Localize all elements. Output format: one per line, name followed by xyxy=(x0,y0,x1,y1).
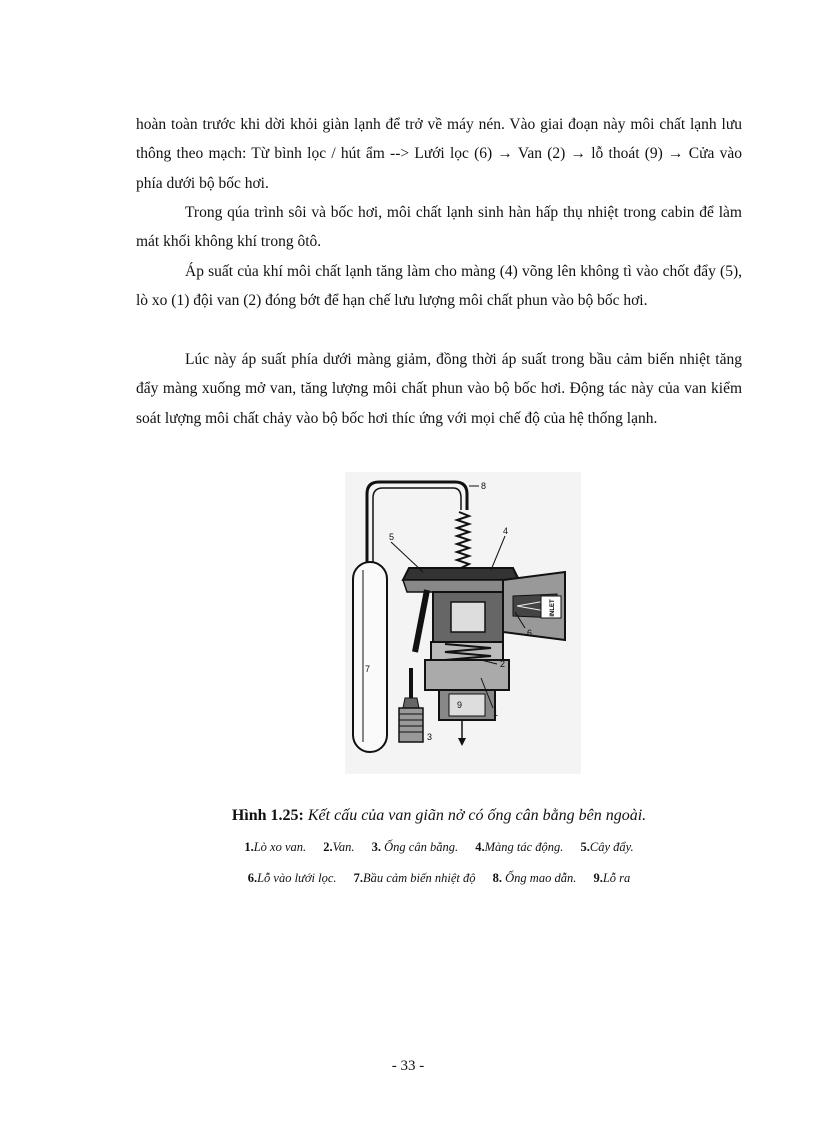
legend-num: 1. xyxy=(244,840,254,854)
sensing-bulb xyxy=(353,562,387,752)
legend-text: Ống cân bằng. xyxy=(384,840,459,854)
label-6: 6 xyxy=(527,628,533,638)
label-9: 9 xyxy=(457,700,463,710)
legend-text: Cây đẩy. xyxy=(589,840,634,854)
legend-num: 8. xyxy=(492,871,503,885)
legend-text: Lỗ ra xyxy=(602,871,631,885)
page-number: - 33 - xyxy=(391,1058,425,1074)
paragraph-3: Áp suất của khí môi chất lạnh tăng làm cho màng (4) võng lên không tì vào chốt đẩy (5), lò xo (1) đội van (2) đóng bớt để hạn chế lưu lượng môi chất phun vào bộ bốc hơi. xyxy=(136,263,742,310)
label-7: 7 xyxy=(365,664,371,674)
caption-label: Hình 1.25: xyxy=(231,807,304,824)
label-4: 4 xyxy=(503,526,509,536)
legend-num: 6. xyxy=(247,871,258,885)
legend-num: 5. xyxy=(580,840,590,854)
label-3: 3 xyxy=(427,732,433,742)
expansion-valve-diagram xyxy=(345,472,581,774)
label-8: 8 xyxy=(481,481,487,491)
figure-caption xyxy=(136,807,742,825)
label-5: 5 xyxy=(389,532,395,542)
legend-text: Van. xyxy=(332,840,355,854)
legend-text: Lò xo van. xyxy=(253,840,307,854)
legend-text: Bầu cảm biến nhiệt độ xyxy=(363,871,476,885)
paragraph-2: Trong qúa trình sôi và bốc hơi, môi chất lạnh sinh hàn hấp thụ nhiệt trong cabin để làm mát khối không khí trong ôtô. xyxy=(136,204,742,251)
legend-num: 3. xyxy=(371,840,382,854)
legend-text: Lỗ vào lưới lọc. xyxy=(257,871,337,885)
legend-num: 4. xyxy=(475,840,485,854)
caption-text: Kết cấu của van giãn nở có ống cân bằng bên ngoài. xyxy=(307,807,647,824)
label-1: 1 xyxy=(493,708,499,718)
legend-row-1 xyxy=(136,840,742,855)
legend-row-2 xyxy=(136,871,742,886)
legend-num: 7. xyxy=(353,871,364,885)
legend-text: Ống mao dẫn. xyxy=(505,871,577,885)
inlet-label: INLET xyxy=(550,599,556,617)
paragraph-1: hoàn toàn trước khi dời khỏi giàn lạnh để trở về máy nén. Vào giai đoạn này môi chất lạnh lưu thông theo mạch: Từ bình lọc / hút ẩm --> Lưới lọc (6) → Van (2) → lỗ thoát (9) → Cửa vào phía dưới bộ bốc hơi. xyxy=(136,116,742,192)
legend-num: 2. xyxy=(323,840,333,854)
legend-text: Màng tác động. xyxy=(484,840,564,854)
legend-num: 9. xyxy=(593,871,603,885)
paragraph-4: Lúc này áp suất phía dưới màng giảm, đồng thời áp suất trong bầu cảm biến nhiệt tăng đẩy màng xuống mở van, tăng lượng môi chất phun vào bộ bốc hơi. Động tác này của van kiểm soát lượng môi chất chảy vào bộ bốc hơi thíc ứng với mọi chế độ của hệ thống lạnh. xyxy=(136,351,742,427)
label-2: 2 xyxy=(500,659,506,669)
